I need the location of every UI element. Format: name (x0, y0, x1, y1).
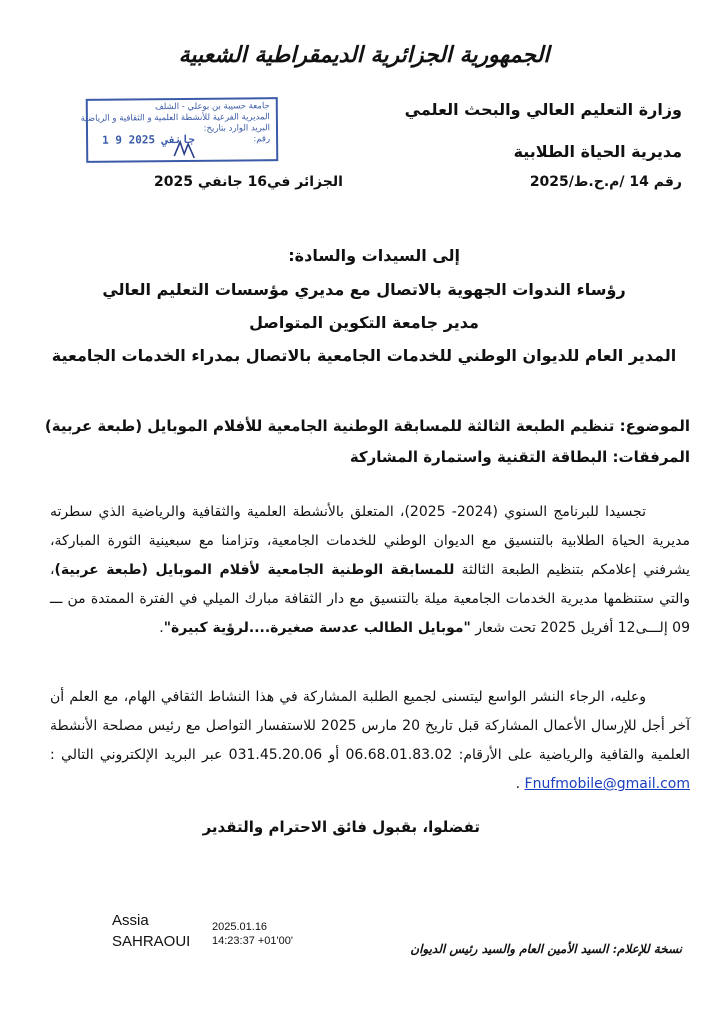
stamp-line-2: المديرية الفرعية للأنشطة العلمية و الثقافية و الرياضية (80, 112, 270, 124)
p1-bold-slogan: "موبايل الطالب عدسة صغيرة....لرؤية كبيرة" (163, 620, 471, 636)
p1-text-end: . (159, 620, 164, 636)
email-link[interactable]: Fnufmobile@gmail.com (524, 776, 690, 792)
digital-signature-timestamp (212, 920, 293, 948)
attachments-line: المرفقات: البطاقة التقنية واستمارة المشاركة (349, 448, 690, 466)
recipient-line-3: المدير العام للديوان الوطني للخدمات الجامعية بالاتصال بمدراء الخدمات الجامعية (51, 346, 677, 365)
stamp-line-3: البريد الوارد بتاريخ: (203, 123, 271, 134)
stamp-line-4: رقم: (253, 134, 271, 145)
recipients-heading: إلى السيدات والسادة: (288, 246, 460, 265)
p2-text: وعليه، الرجاء النشر الواسع ليتسنى لجميع الطلبة المشاركة في هذا النشاط الثقافي الهام، مع العلم أن آخر أجل للإرسال الأعمال المشاركة قبل تاريخ 20 مارس 2025 للاستفسار التواصل مع رئيس مصلحة الأنشطة العلمية والقافية والرياضية على الأرقام: 06.68.01.83.02 أو 031.45.20.06 عبر البريد الإلكتروني التالي : (50, 689, 690, 763)
digital-signature-name (112, 910, 190, 952)
signer-last-name: SAHRAOUI (112, 933, 191, 950)
reference-number: رقم 14 /م.ح.ط/2025 (529, 174, 682, 190)
reception-stamp (80, 97, 279, 163)
stamp-initials-icon (172, 138, 198, 160)
stamp-line-1: جامعة حسيبة بن بوعلي - الشلف (154, 101, 270, 113)
ministry-name: وزارة التعليم العالي والبحث العلمي (404, 100, 682, 119)
cc-line: نسخة للإعلام: السيد الأمين العام والسيد رئيس الديوان (410, 942, 682, 956)
recipient-line-1: رؤساء الندوات الجهوية بالاتصال مع مديري مؤسسات التعليم العالي (102, 280, 626, 299)
republic-heading: الجمهورية الجزائرية الديمقراطية الشعبية (178, 42, 550, 68)
directorate-name: مديرية الحياة الطلابية (513, 142, 682, 161)
stamp-date: 1 9 جانفي 2025 (102, 132, 195, 147)
subject-line: الموضوع: تنظيم الطبعة الثالثة للمسابقة الوطنية الجامعية للأفلام الموبايل (طبعة عربية) (44, 417, 690, 435)
closing-salutation: تفضلوا، بقبول فائق الاحترام والتقدير (202, 818, 480, 836)
body-paragraph-1 (50, 498, 690, 643)
signature-date: 2025.01.16 (212, 921, 268, 933)
p2-text-end: . (515, 776, 525, 792)
recipient-line-2: مدير جامعة التكوين المتواصل (249, 313, 479, 332)
p1-text-a: تجسيدا للبرنامج السنوي (2024- 2025)، المتعلق بالأنشطة العلمية والثقافية والرياضية الذي سطرته مديرية الحياة الطلابية بالتنسيق مع الديوان الوطني للخدمات الجامعية، وتزامنا مع سبعينية الثورة المباركة، يشرفني إعلامكم بتنظيم الطبعة الثالثة (50, 504, 690, 578)
p1-bold-competition: للمسابقة الوطنية الجامعية لأفلام الموبايل (طبعة عربية) (54, 562, 455, 578)
signer-first-name: Assia (112, 912, 149, 929)
date-line: الجزائر في16 جانفي 2025 (154, 174, 343, 190)
body-paragraph-2 (50, 683, 690, 799)
p1-text-b: ، والتي ستنظمها مديرية الخدمات الجامعية ميلة بالتنسيق مع دار الثقافة مبارك الميلي في الفترة الممتدة من ـــ 09 إلـــى12 أفريل 2025 تحت شعار (50, 562, 690, 636)
signature-time: 14:23:37 +01'00' (212, 935, 293, 947)
